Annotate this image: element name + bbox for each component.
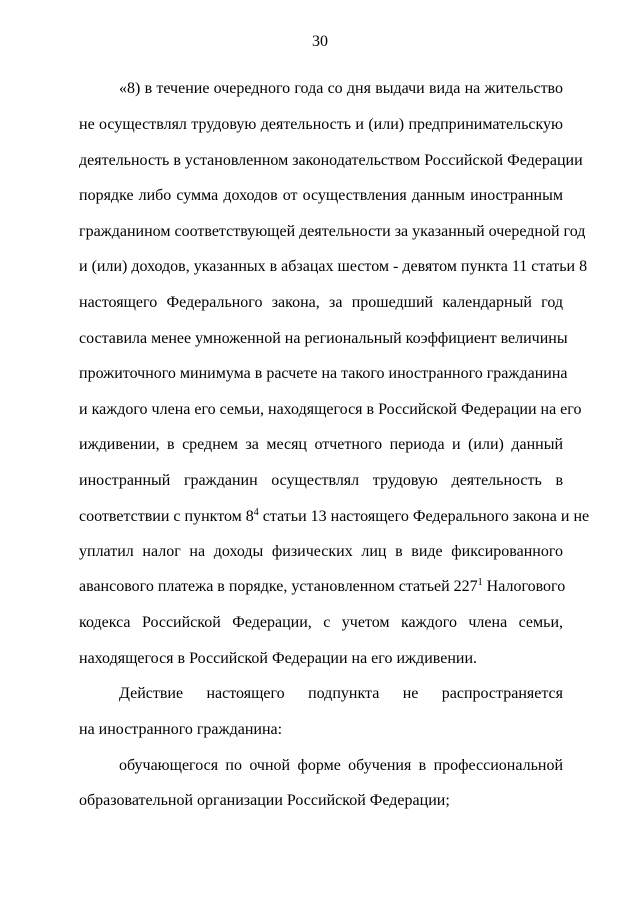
text-line: иждивении, в среднем за месяц отчетного периода и (или) данный: [79, 436, 563, 453]
text-line: и каждого члена его семьи, находящегося в Российской Федерации на его: [79, 401, 582, 418]
text-segment: Налогового: [482, 578, 566, 595]
text-line: прожиточного минимума в расчете на такого иностранного гражданина: [79, 365, 568, 382]
text-line: обучающегося по очной форме обучения в профессиональной: [119, 757, 563, 774]
text-line: [79, 507, 590, 526]
page-number: 30: [312, 33, 328, 50]
text-line: деятельность в установленном законодательством Российской Федерации: [79, 152, 583, 169]
text-segment: соответствии с пунктом 8: [79, 508, 254, 525]
text-line: порядке либо сумма доходов от осуществления данным иностранным: [79, 187, 563, 204]
text-line: гражданином соответствующей деятельности за указанный очередной год: [79, 223, 586, 240]
text-segment: статьи 13 настоящего Федерального закона и не: [258, 508, 590, 525]
text-line: «8) в течение очередного года со дня выдачи вида на жительство: [119, 80, 563, 97]
text-line: на иностранного гражданина:: [79, 721, 283, 738]
text-line: находящегося в Российской Федерации на его иждивении.: [79, 650, 478, 667]
text-segment: авансового платежа в порядке, установленном статьей 227: [79, 578, 478, 595]
text-line: настоящего Федерального закона, за прошедший календарный год: [79, 294, 563, 311]
text-line: не осуществлял трудовую деятельность и (или) предпринимательскую: [79, 116, 563, 133]
text-line: [79, 577, 566, 596]
text-line: Действие настоящего подпункта не распространяется: [119, 685, 563, 702]
text-line: составила менее умноженной на региональный коэффициент величины: [79, 330, 568, 347]
text-line: кодекса Российской Федерации, с учетом каждого члена семьи,: [79, 614, 563, 631]
superscript: 4: [253, 507, 259, 518]
superscript: 1: [477, 577, 483, 588]
text-line: иностранный гражданин осуществлял трудовую деятельность в: [79, 472, 563, 489]
text-line: и (или) доходов, указанных в абзацах шестом - девятом пункта 11 статьи 8: [79, 258, 588, 275]
text-line: уплатил налог на доходы физических лиц в виде фиксированного: [79, 543, 563, 560]
text-line: образовательной организации Российской Федерации;: [79, 792, 450, 809]
